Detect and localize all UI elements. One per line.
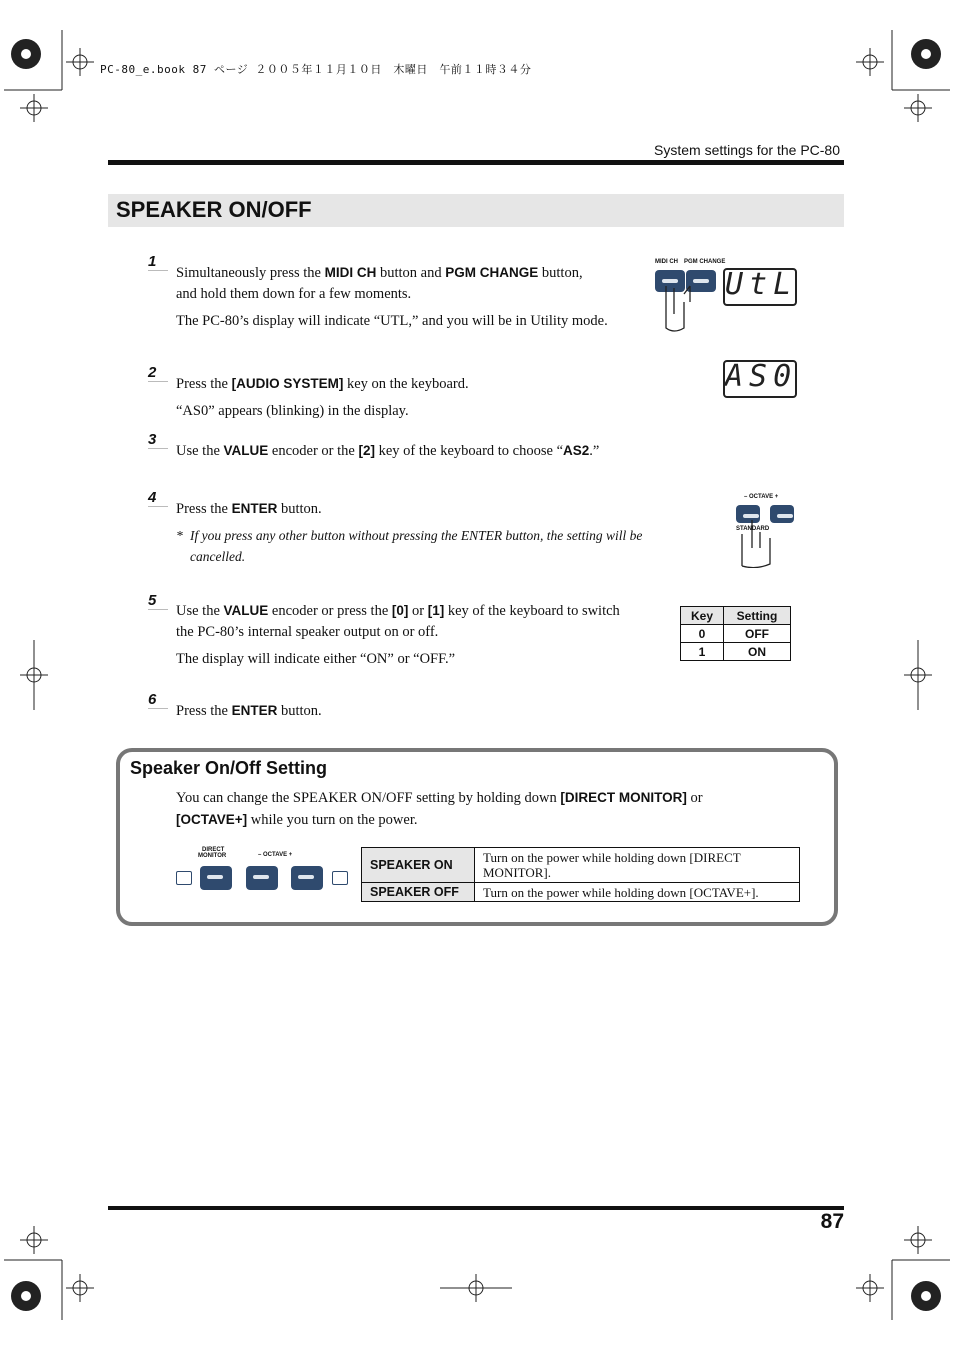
step-6-rule — [148, 708, 168, 709]
octave-label: – OCTAVE + — [744, 494, 779, 500]
table-header-row — [681, 607, 791, 625]
direct-monitor-button-graphic — [200, 866, 232, 890]
pressing-hand-icon — [660, 284, 710, 332]
table-header: Setting — [724, 607, 791, 625]
table-key-cell: SPEAKER OFF — [362, 883, 475, 902]
step-5-rule — [148, 609, 168, 610]
table-value-cell: Turn on the power while holding down [OCTAVE+]. — [475, 883, 800, 902]
midi-pgm-buttons-illustration — [652, 258, 732, 334]
octave-plus-button-graphic — [291, 866, 323, 890]
direct-label: DIRECT — [202, 847, 225, 853]
bottom-rule — [108, 1206, 844, 1210]
direct-monitor-octave-illustration — [174, 846, 354, 892]
table-cell: 1 — [681, 643, 724, 661]
step-6-text: Press the ENTER button. — [176, 703, 322, 719]
step-4-text: Press the ENTER button. — [176, 501, 322, 517]
pgm-change-label: PGM CHANGE — [684, 259, 726, 265]
step-1-rule — [148, 270, 168, 271]
top-rule — [108, 160, 844, 165]
speaker-setting-table — [361, 847, 800, 902]
table-row — [681, 625, 791, 643]
step-3-text: Use the VALUE encoder or the [2] key of the keyboard to choose “AS2.” — [176, 443, 600, 459]
step-3-rule — [148, 448, 168, 449]
step-2-number: 2 — [148, 364, 157, 381]
octave-minus-button-graphic — [246, 866, 278, 890]
section-title: SPEAKER ON/OFF — [116, 197, 312, 222]
step-2-text: Press the [AUDIO SYSTEM] key on the keyboard. “AS0” appears (blinking) in the display. — [176, 376, 469, 419]
step-4-note: If you press any other button without pressing the ENTER button, the setting will be cancelled. — [190, 528, 643, 564]
box-description: You can change the SPEAKER ON/OFF setting by holding down [DIRECT MONITOR] or [OCTAVE+] while you turn on the power. — [176, 790, 703, 828]
table-value-cell: Turn on the power while holding down [DIRECT MONITOR]. — [475, 848, 800, 883]
speaker-on-icon — [176, 871, 192, 885]
print-header: PC-80_e.book 87 ページ ２００５年１１月１０日 木曜日 午前１１時３４分 — [100, 63, 532, 76]
table-cell: OFF — [724, 625, 791, 643]
page-number: 87 — [820, 1210, 844, 1233]
step-1-text: Simultaneously press the MIDI CH button and PGM CHANGE button, and hold them down for a few moments. The PC-80’s display will indicate “UTL,” and you will be in Utility mode. — [176, 265, 608, 329]
table-header: Key — [681, 607, 724, 625]
table-row — [362, 883, 800, 902]
midi-ch-label: MIDI CH — [655, 259, 678, 265]
section-title-bar — [108, 194, 844, 227]
octave-buttons-illustration — [734, 494, 800, 570]
box-title: Speaker On/Off Setting — [130, 758, 328, 778]
step-4-note-marker: * — [176, 528, 183, 543]
utl-display: UtL — [723, 268, 797, 306]
table-row — [362, 848, 800, 883]
step-5-number: 5 — [148, 592, 157, 609]
standard-label: STANDARD — [736, 526, 770, 532]
step-4-rule — [148, 506, 168, 507]
key-setting-table — [680, 606, 791, 661]
step-3-number: 3 — [148, 431, 157, 448]
pressing-hand-icon — [738, 518, 778, 568]
table-cell: ON — [724, 643, 791, 661]
speaker-off-icon — [332, 871, 348, 885]
running-head: System settings for the PC-80 — [654, 142, 840, 158]
step-5-text: Use the VALUE encoder or press the [0] or [1] key of the keyboard to switch the PC-80’s internal speaker output on or off. The display will indicate either “ON” or “OFF.” — [176, 603, 620, 667]
octave-label: – OCTAVE + — [258, 852, 293, 858]
step-1-number: 1 — [148, 253, 157, 270]
step-4-number: 4 — [148, 489, 157, 506]
table-cell: 0 — [681, 625, 724, 643]
as0-display: AS0 — [723, 360, 797, 398]
step-6-number: 6 — [148, 691, 157, 708]
table-row — [681, 643, 791, 661]
monitor-label: MONITOR — [198, 853, 227, 859]
step-2-rule — [148, 381, 168, 382]
table-key-cell: SPEAKER ON — [362, 848, 475, 883]
